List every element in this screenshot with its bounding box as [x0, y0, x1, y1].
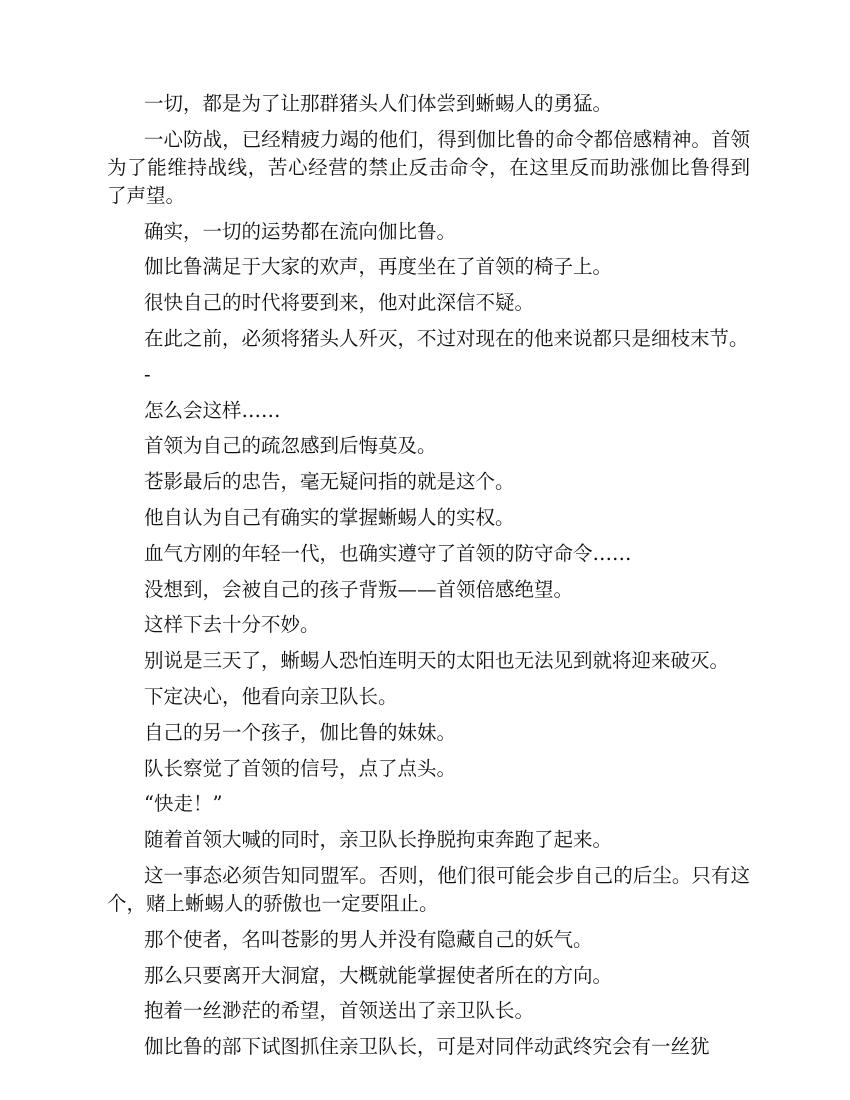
paragraph: 没想到，会被自己的孩子背叛——首领倍感绝望。 — [144, 577, 574, 601]
document-body — [107, 90, 750, 1069]
section-separator: - — [144, 362, 151, 386]
paragraph: 他自认为自己有确实的掌握蜥蜴人的实权。 — [144, 505, 515, 529]
paragraph: 下定决心，他看向亲卫队长。 — [144, 684, 398, 708]
paragraph: 怎么会这样…… — [144, 398, 281, 422]
paragraph: 队长察觉了首领的信号，点了点头。 — [144, 756, 457, 780]
paragraph: 抱着一丝渺茫的希望，首领送出了亲卫队长。 — [144, 999, 535, 1023]
paragraph: 首领为自己的疏忽感到后悔莫及。 — [144, 434, 437, 458]
paragraph: 那个使者，名叫苍影的男人并没有隐藏自己的妖气。 — [144, 927, 593, 951]
paragraph: 别说是三天了，蜥蜴人恐怕连明天的太阳也无法见到就将迎来破灭。 — [144, 649, 730, 673]
paragraph: 伽比鲁满足于大家的欢声，再度坐在了首领的椅子上。 — [144, 255, 613, 279]
paragraph: 在此之前，必须将猪头人歼灭，不过对现在的他来说都只是细枝末节。 — [144, 326, 749, 350]
paragraph: 自己的另一个孩子，伽比鲁的妹妹。 — [144, 720, 457, 744]
paragraph: 很快自己的时代将要到来，他对此深信不疑。 — [144, 291, 535, 315]
paragraph: 一心防战，已经精疲力竭的他们，得到伽比鲁的命令都倍感精神。首领为了能维持战线，苦心经营的禁止反击命令，在这里反而助涨伽比鲁得到了声望。 — [107, 127, 750, 207]
paragraph: 一切，都是为了让那群猪头人们体尝到蜥蜴人的勇猛。 — [144, 92, 613, 115]
paragraph: 这样下去十分不妙。 — [144, 613, 320, 637]
paragraph: 血气方刚的年轻一代，也确实遵守了首领的防守命令…… — [144, 541, 632, 565]
paragraph: 随着首领大喊的同时，亲卫队长挣脱拘束奔跑了起来。 — [144, 828, 613, 852]
paragraph: 确实，一切的运势都在流向伽比鲁。 — [144, 219, 457, 243]
paragraph: 苍影最后的忠告，毫无疑问指的就是这个。 — [144, 470, 515, 494]
paragraph: 那么只要离开大洞窟，大概就能掌握使者所在的方向。 — [144, 963, 613, 987]
paragraph: 伽比鲁的部下试图抓住亲卫队长，可是对同伴动武终究会有一丝犹 — [144, 1035, 710, 1059]
paragraph: “快走！” — [144, 792, 223, 816]
paragraph: 这一事态必须告知同盟军。否则，他们很可能会步自己的后尘。只有这个，赌上蜥蜴人的骄傲也一定要阻止。 — [107, 863, 750, 915]
